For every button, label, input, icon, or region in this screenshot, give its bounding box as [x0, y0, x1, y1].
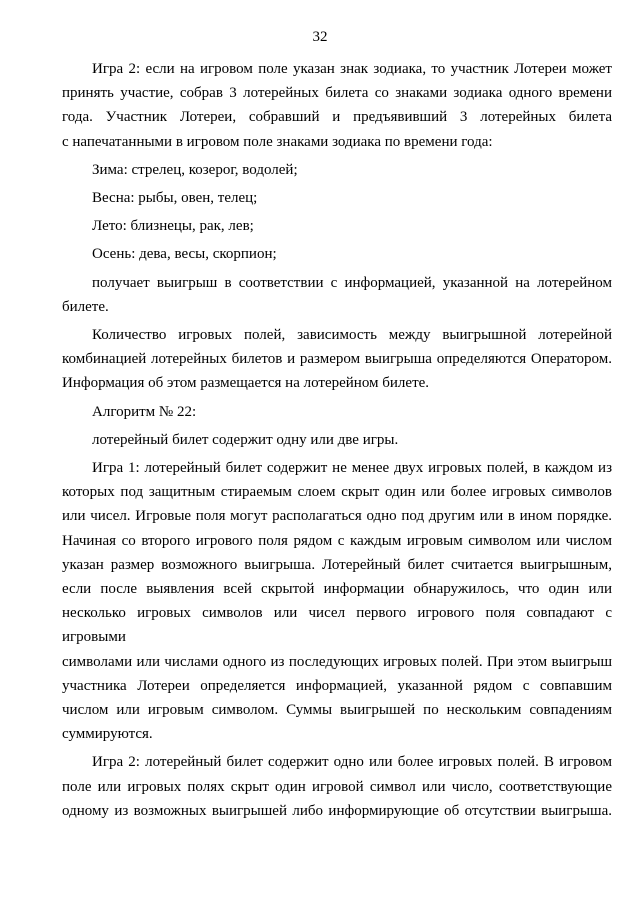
text-line: если после выявления всей скрытой информации обнаружилось, что один или: [62, 581, 612, 598]
paragraph-summer: [62, 214, 612, 238]
text-line: года. Участник Лотереи, собравший и предъявивший 3 лотерейных билета: [62, 109, 612, 126]
text-line: Начиная со второго игрового поля рядом с каждым игровым символом или числом: [62, 532, 612, 549]
text-line: участника Лотереи определяется информацией, указанной рядом с совпавшим: [62, 677, 612, 694]
paragraph-winter: [62, 158, 612, 182]
paragraph-spring: [62, 186, 612, 210]
text-line: Игра 2: если на игровом поле указан знак зодиака, то участник Лотереи может: [92, 61, 612, 77]
paragraph-game-fields-count: [62, 323, 612, 396]
text-line: указан размер возможного выигрыша. Лотерейный билет считается выигрышным,: [62, 556, 612, 573]
text-line: лотерейный билет содержит одну или две игры.: [92, 431, 399, 448]
text-line: Лето: близнецы, рак, лев;: [92, 218, 254, 235]
paragraph-algorithm-heading: [62, 400, 612, 424]
page-number: 32: [312, 29, 328, 45]
text-line: Зима: стрелец, козерог, водолей;: [92, 161, 298, 178]
document-body: [62, 57, 612, 823]
text-line: комбинацией лотерейных билетов и размером выигрыша определяются Оператором.: [62, 351, 612, 368]
text-line: несколько игровых символов или чисел первого игрового поля совпадают с игровыми: [62, 605, 612, 646]
text-line: символами или числами одного из последующих игровых полей. При этом выигрыш: [62, 653, 612, 670]
paragraph-ticket-contains: [62, 428, 612, 452]
text-line: одному из возможных выигрышей либо информирующие об отсутствии выигрыша.: [62, 802, 612, 819]
text-line: Осень: дева, весы, скорпион;: [92, 246, 277, 263]
text-line: которых под защитным стираемым слоем скрыт один или более игровых символов: [62, 484, 612, 501]
text-line: билете.: [62, 298, 109, 315]
paragraph-game2-fields: [62, 750, 612, 823]
text-line: Игра 1: лотерейный билет содержит не менее двух игровых полей, в каждом из: [92, 460, 612, 477]
text-line: принять участие, собрав 3 лотерейных билета со знаками зодиака одного времени: [62, 85, 612, 102]
text-line: Количество игровых полей, зависимость между выигрышной лотерейной: [92, 327, 612, 344]
paragraph-game1: [62, 456, 612, 746]
text-line: Игра 2: лотерейный билет содержит одно или более игровых полей. В игровом: [92, 754, 612, 771]
text-line: Информация об этом размещается на лотерейном билете.: [62, 375, 430, 392]
paragraph-receives-prize: [62, 271, 612, 319]
text-line: поле или игровых полях скрыт один игровой символ или число, соответствующие: [62, 778, 612, 795]
text-line: получает выигрыш в соответствии с информацией, указанной на лотерейном: [92, 274, 612, 291]
text-line: или чисел. Игровые поля могут располагаться одно под другим или в ином порядке.: [62, 508, 612, 525]
text-line: Весна: рыбы, овен, телец;: [92, 190, 258, 207]
paragraph-game2-zodiac: [62, 57, 612, 154]
paragraph-autumn: [62, 242, 612, 266]
text-line: суммируются.: [62, 726, 153, 743]
text-line: Алгоритм № 22:: [92, 403, 197, 420]
text-line: числом или игровым символом. Суммы выигрышей по нескольким совпадениям: [62, 702, 612, 719]
text-line: с напечатанными в игровом поле знаками зодиака по времени года:: [62, 133, 493, 150]
